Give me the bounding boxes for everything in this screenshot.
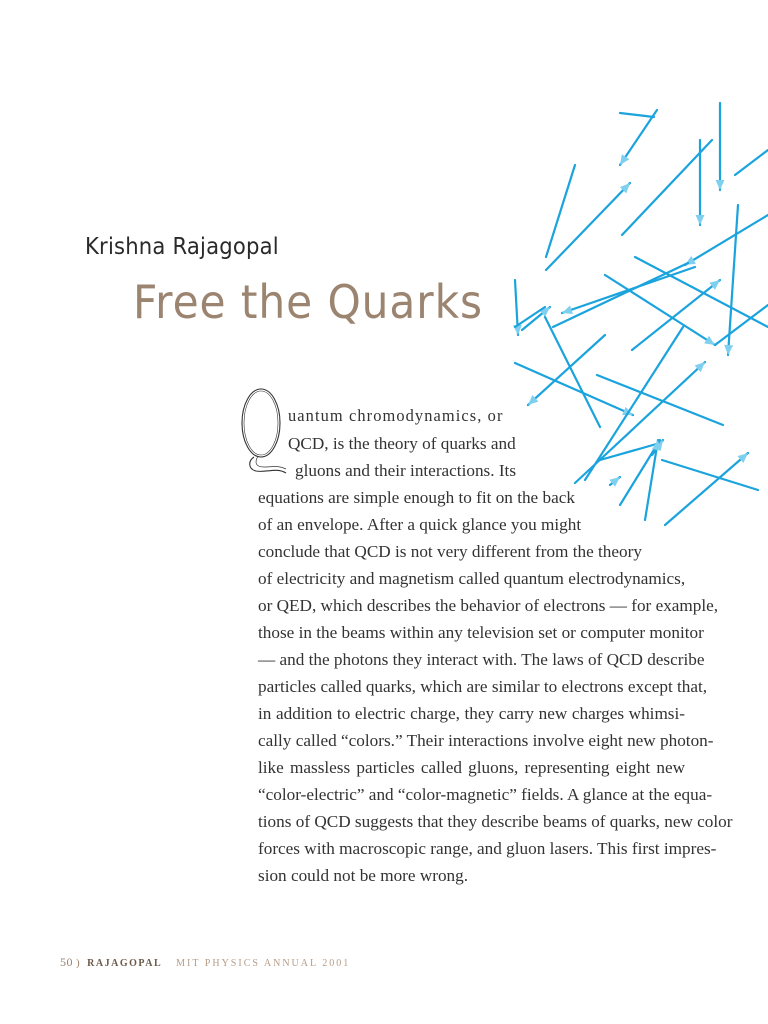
- quark-arrowhead: [696, 215, 705, 225]
- body-line: cally called “colors.” Their interactions involve eight new photon-: [258, 731, 714, 750]
- body-line: tions of QCD suggests that they describe beams of quarks, new color: [258, 812, 733, 831]
- quark-arrow-line: [515, 363, 633, 415]
- body-line: of electricity and magnetism called quantum electrodynamics,: [258, 569, 686, 588]
- quark-arrow-line: [685, 215, 768, 265]
- page-footer: [60, 955, 350, 970]
- quark-arrow-line: [597, 375, 723, 425]
- body-line: those in the beams within any television set or computer monitor: [258, 623, 704, 642]
- body-line: or QED, which describes the behavior of electrons — for example,: [258, 596, 719, 615]
- body-line: of an envelope. After a quick glance you might: [258, 515, 582, 534]
- quark-arrow-line: [620, 113, 654, 117]
- quark-arrow-line: [546, 183, 630, 270]
- quark-arrow-line: [735, 150, 768, 175]
- body-line: equations are simple enough to fit on the back: [258, 488, 575, 507]
- footer-separator: ): [76, 957, 82, 969]
- body-line: particles called quarks, which are similar to electrons except that,: [258, 677, 708, 696]
- quark-arrowhead: [724, 345, 733, 355]
- body-line: uantum chromodynamics, or: [288, 406, 504, 425]
- body-line: “color-electric” and “color-magnetic” fields. A glance at the equa-: [258, 785, 713, 804]
- footer-publication: MIT PHYSICS ANNUAL 2001: [176, 958, 351, 969]
- footer-author: RAJAGOPAL: [87, 958, 163, 969]
- dropcap-letter: [234, 383, 294, 483]
- quark-arrow-line: [553, 263, 688, 327]
- quark-arrow-line: [635, 257, 768, 327]
- body-line: forces with macroscopic range, and gluon lasers. This first impres-: [258, 839, 717, 858]
- body-line: in addition to electric charge, they carry new charges whimsi-: [258, 704, 685, 723]
- body-line: sion could not be more wrong.: [258, 866, 469, 885]
- quark-arrowhead: [620, 154, 629, 165]
- quark-arrowhead: [716, 180, 725, 190]
- quark-arrow-line: [528, 335, 605, 405]
- body-line: — and the photons they interact with. The laws of QCD describe: [258, 650, 705, 669]
- body-line: QCD, is the theory of quarks and: [288, 434, 516, 453]
- body-line: conclude that QCD is not very different from the theory: [258, 542, 642, 561]
- author-name: Krishna Rajagopal: [85, 234, 279, 260]
- article-title: Free the Quarks: [133, 275, 483, 329]
- body-line: like massless particles called gluons, representing eight new: [258, 758, 685, 777]
- quark-arrows-illustration: [500, 95, 768, 545]
- quark-arrow-line: [545, 317, 600, 427]
- quark-arrow-line: [605, 275, 715, 345]
- quark-arrowhead: [562, 305, 573, 314]
- body-line: gluons and their interactions. Its: [295, 461, 517, 480]
- quark-arrow-line: [575, 362, 705, 483]
- page-number: 50: [60, 955, 73, 969]
- quark-arrow-line: [715, 305, 768, 345]
